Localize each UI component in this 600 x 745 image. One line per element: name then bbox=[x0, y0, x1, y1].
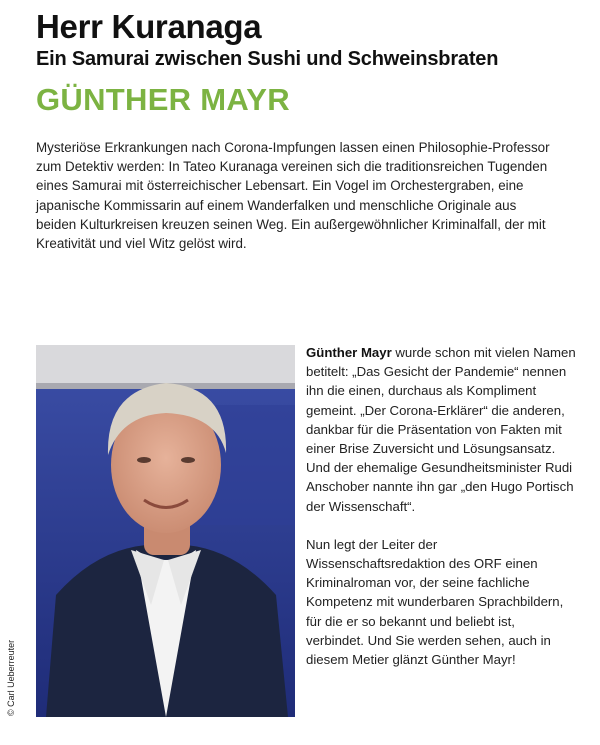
bio-paragraph-1-text: wurde schon mit vielen Namen betitelt: „Das Gesicht der Pandemie“ nennen ihn die einen, durchaus als Kompliment gemeint. „Der Corona-Erklärer“ die anderen, dankbar für die Präsentation von Fakten mit einer Brise Zuversicht und Lösungsansatz. Und der ehemalige Gesundheitsminister Rudi Anschober nannte ihn gar „den Hugo Portisch der Wissenschaft“. bbox=[306, 345, 576, 514]
book-blurb: Mysteriöse Erkrankungen nach Corona-Impfungen lassen einen Philosophie-Professor zum Detektiv werden: In Tateo Kuranaga vereinen sich die traditionsreichen Tugenden eines Samurai mit österreichischer Lebensart. Ein Vogel im Orchestergraben, eine japanische Kommissarin auf einem Wanderfalken und menschliche Originale aus beiden Kulturkreisen kreuzen seinen Weg. Ein außergewöhnlicher Kriminalfall, der mit Kreativität und viel Witz gelöst wird. bbox=[36, 140, 550, 252]
book-subtitle: Ein Samurai zwischen Sushi und Schweinsbraten bbox=[36, 48, 499, 70]
author-name: GÜNTHER MAYR bbox=[36, 82, 290, 117]
book-title: Herr Kuranaga bbox=[36, 8, 262, 45]
author-photo bbox=[36, 345, 295, 717]
author-bio bbox=[306, 343, 576, 688]
bio-paragraph-1 bbox=[306, 343, 576, 516]
bio-paragraph-2: Nun legt der Leiter der Wissenschaftsredaktion des ORF einen Kriminalroman vor, der seine fachliche Kompetenz mit wunderbaren Sprachbildern, für die er so bekannt und beliebt ist, verbindet. Und Sie werden sehen, auch in diesem Metier glänzt Günther Mayr! bbox=[306, 536, 564, 668]
bio-author-name: Günther Mayr bbox=[306, 345, 392, 360]
photo-credit: © Carl Ueberreuter bbox=[6, 639, 16, 716]
